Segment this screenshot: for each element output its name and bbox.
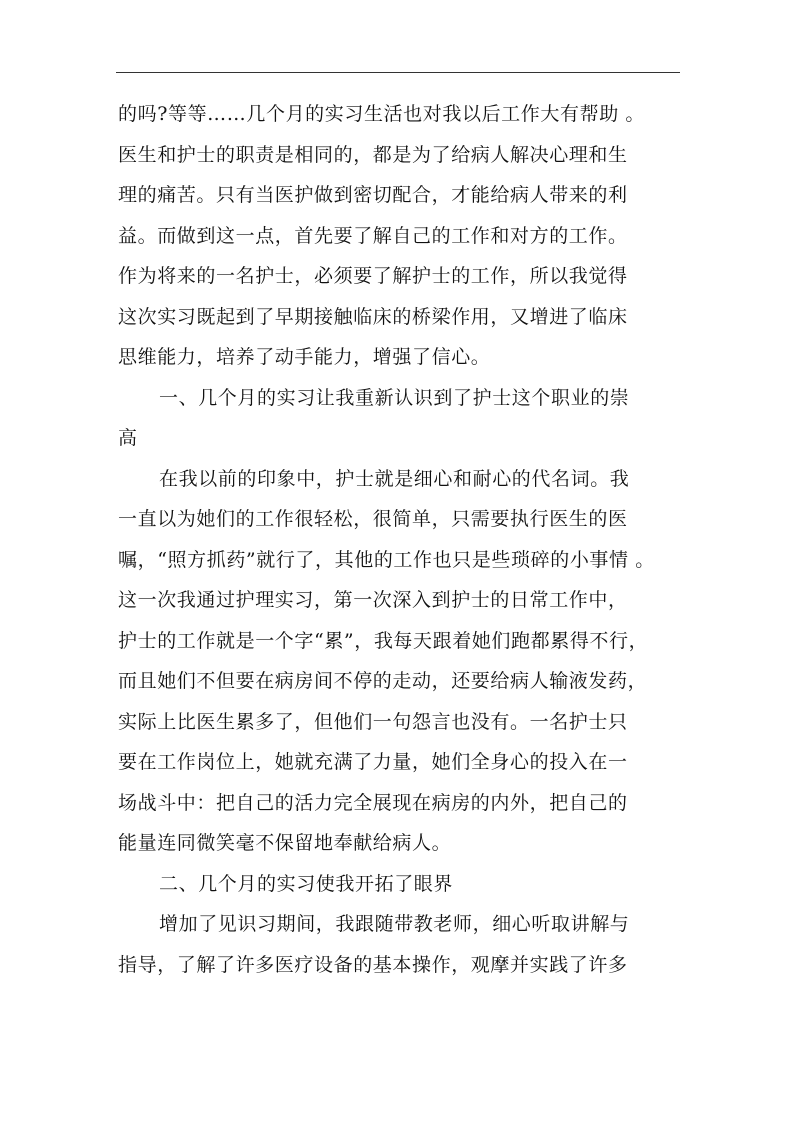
text-line: 理的痛苦。只有当医护做到密切配合，才能给病人带来的利 [118, 184, 628, 206]
text-line: 而且她们不但要在病房间不停的走动，还要给病人输液发药， [118, 670, 648, 692]
text-line: 医生和护士的职责是相同的，都是为了给病人解决心理和生 [118, 143, 628, 166]
section-heading: 二、几个月的实习使我开拓了眼界 [159, 872, 454, 895]
text-line: 嘱，“照方抓药”就行了，其他的工作也只是些琐碎的小事情 。 [118, 548, 655, 571]
text-line: 指导，了解了许多医疗设备的基本操作，观摩并实践了许多 [118, 953, 628, 976]
text-line: 能量连同微笑毫不保留地奉献给病人。 [118, 832, 452, 854]
text-line: 一直以为她们的工作很轻松，很简单，只需要执行医生的医 [118, 508, 628, 530]
text-line: 益。而做到这一点，首先要了解自己的工作和对方的工作。 [118, 224, 628, 247]
text-line: 这次实习既起到了早期接触临床的桥梁作用，又增进了临床 [118, 305, 628, 328]
section-heading-continuation: 高 [118, 427, 138, 449]
text-line: 的吗?等等……几个月的实习生活也对我以后工作大有帮助 。 [118, 103, 646, 125]
text-line: 实际上比医生累多了，但他们一句怨言也没有。一名护士只 [118, 710, 628, 733]
document-body [118, 94, 678, 985]
text-line: 作为将来的一名护士，必须要了解护士的工作，所以我觉得 [118, 265, 628, 287]
text-line: 思维能力，培养了动手能力，增强了信心。 [118, 346, 491, 368]
header-rule [116, 72, 680, 73]
text-line: 护士的工作就是一个字“累”，我每天跟着她们跑都累得不行， [118, 629, 649, 652]
section-heading: 一、几个月的实习让我重新认识到了护士这个职业的崇 [159, 386, 630, 409]
text-line: 要在工作岗位上，她就充满了力量，她们全身心的投入在一 [118, 751, 628, 773]
paragraph-start: 增加了见识习期间，我跟随带教老师，细心听取讲解与 [159, 913, 630, 935]
paragraph-start: 在我以前的印象中，护士就是细心和耐心的代名词。我 [159, 467, 630, 490]
text-line: 场战斗中：把自己的活力完全展现在病房的内外，把自己的 [118, 791, 628, 814]
text-line: 这一次我通过护理实习，第一次深入到护士的日常工作中， [118, 589, 628, 611]
